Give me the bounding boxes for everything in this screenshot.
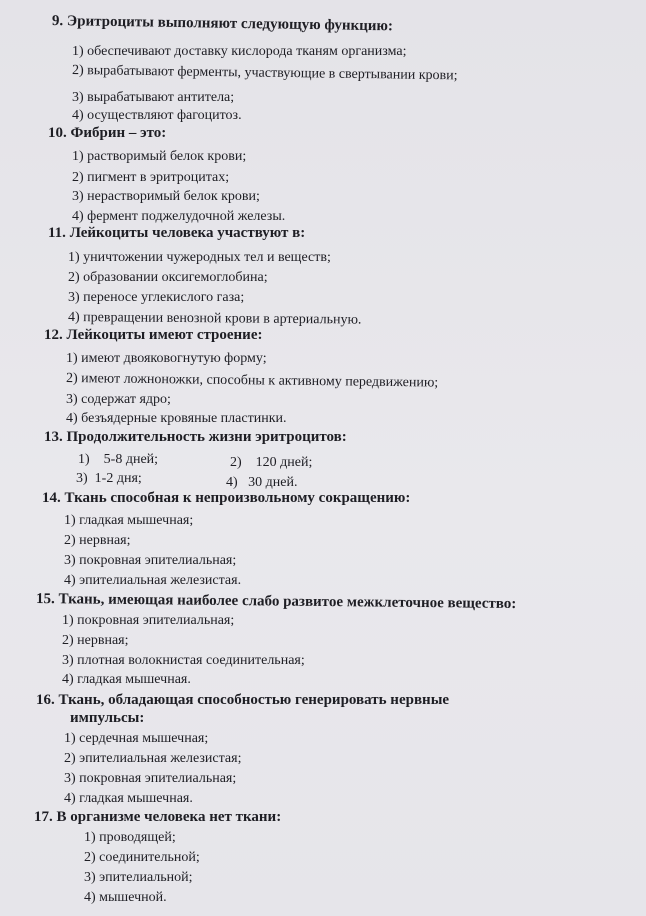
answer-option: 1) растворимый белок крови; bbox=[72, 149, 247, 164]
question-text: Лейкоциты человека участвуют в: bbox=[69, 225, 306, 241]
answer-option: 2) 120 дней; bbox=[230, 455, 313, 470]
question-text: Эритроциты выполняют следующую функцию: bbox=[66, 13, 394, 35]
question-text: Ткань, имеющая наиболее слабо развитое межклеточное вещество: bbox=[58, 591, 517, 613]
answer-option: 1) проводящей; bbox=[84, 830, 176, 845]
question-number: 15. bbox=[35, 591, 55, 608]
question-15 bbox=[36, 590, 517, 613]
question-number: 14. bbox=[42, 490, 61, 506]
question-number: 11. bbox=[48, 225, 66, 241]
question-13 bbox=[44, 428, 347, 446]
answer-option: 2) вырабатывают ферменты, участвующие в свертывании крови; bbox=[71, 63, 458, 84]
answer-option: 4) 30 дней. bbox=[226, 475, 298, 490]
answer-option: 1) покровная эпителиальная; bbox=[62, 613, 235, 628]
question-16-continuation: импульсы: bbox=[70, 710, 145, 726]
question-number: 16. bbox=[36, 692, 55, 708]
question-12 bbox=[44, 326, 262, 344]
answer-option: 4) превращении венозной крови в артериальную. bbox=[67, 310, 362, 328]
answer-option: 3) покровная эпителиальная; bbox=[64, 553, 237, 568]
question-17 bbox=[34, 808, 281, 826]
answer-option: 4) фермент поджелудочной железы. bbox=[72, 209, 286, 224]
answer-option: 4) гладкая мышечная. bbox=[62, 672, 191, 687]
question-16 bbox=[36, 691, 449, 709]
question-text: Продолжительность жизни эритроцитов: bbox=[66, 429, 347, 445]
answer-option: 4) мышечной. bbox=[84, 890, 167, 905]
question-10 bbox=[48, 124, 166, 142]
answer-option: 2) образовании оксигемоглобина; bbox=[68, 270, 268, 285]
answer-option: 3) содержат ядро; bbox=[66, 392, 171, 407]
answer-option: 1) гладкая мышечная; bbox=[64, 513, 194, 528]
answer-option: 2) нервная; bbox=[62, 633, 129, 648]
answer-option: 2) имеют ложноножки, способны к активному передвижению; bbox=[65, 371, 439, 391]
answer-option: 1) сердечная мышечная; bbox=[64, 731, 209, 746]
answer-option: 3) переносе углекислого газа; bbox=[68, 290, 245, 305]
question-number: 10. bbox=[48, 125, 67, 141]
answer-option: 3) эпителиальной; bbox=[84, 870, 193, 885]
question-text: Лейкоциты имеют строение: bbox=[66, 327, 263, 343]
answer-option: 3) плотная волокнистая соединительная; bbox=[62, 653, 305, 668]
answer-option: 3) 1-2 дня; bbox=[76, 471, 142, 486]
question-number: 9. bbox=[51, 13, 64, 30]
answer-option: 1) имеют двояковогнутую форму; bbox=[66, 351, 267, 366]
question-number: 12. bbox=[44, 327, 63, 343]
question-text: В организме человека нет ткани: bbox=[56, 809, 282, 825]
answer-option: 3) нерастворимый белок крови; bbox=[72, 189, 260, 204]
answer-option: 4) безъядерные кровяные пластинки. bbox=[66, 411, 287, 426]
question-number: 17. bbox=[34, 809, 53, 825]
answer-option: 4) эпителиальная железистая. bbox=[64, 573, 242, 588]
answer-option: 1) уничтожении чужеродных тел и веществ; bbox=[68, 250, 331, 265]
question-text: Ткань, обладающая способностью генерировать нервные bbox=[58, 692, 450, 708]
answer-option: 3) вырабатывают антитела; bbox=[72, 90, 235, 105]
question-text: Фибрин – это: bbox=[70, 125, 167, 141]
question-text: Ткань способная к непроизвольному сокращению: bbox=[64, 490, 411, 506]
answer-option: 4) гладкая мышечная. bbox=[64, 791, 193, 806]
answer-option: 1) обеспечивают доставку кислорода тканям организма; bbox=[72, 44, 407, 59]
answer-option: 2) эпителиальная железистая; bbox=[64, 751, 242, 766]
answer-option: 4) осуществляют фагоцитоз. bbox=[72, 108, 242, 123]
answer-option: 3) покровная эпителиальная; bbox=[64, 771, 237, 786]
answer-option: 2) соединительной; bbox=[84, 850, 200, 865]
question-14 bbox=[42, 489, 410, 507]
answer-option: 1) 5-8 дней; bbox=[78, 452, 159, 467]
question-number: 13. bbox=[44, 429, 63, 445]
answer-option: 2) пигмент в эритроцитах; bbox=[72, 170, 230, 185]
answer-option: 2) нервная; bbox=[64, 533, 131, 548]
question-9 bbox=[52, 12, 393, 35]
question-11 bbox=[48, 224, 305, 242]
